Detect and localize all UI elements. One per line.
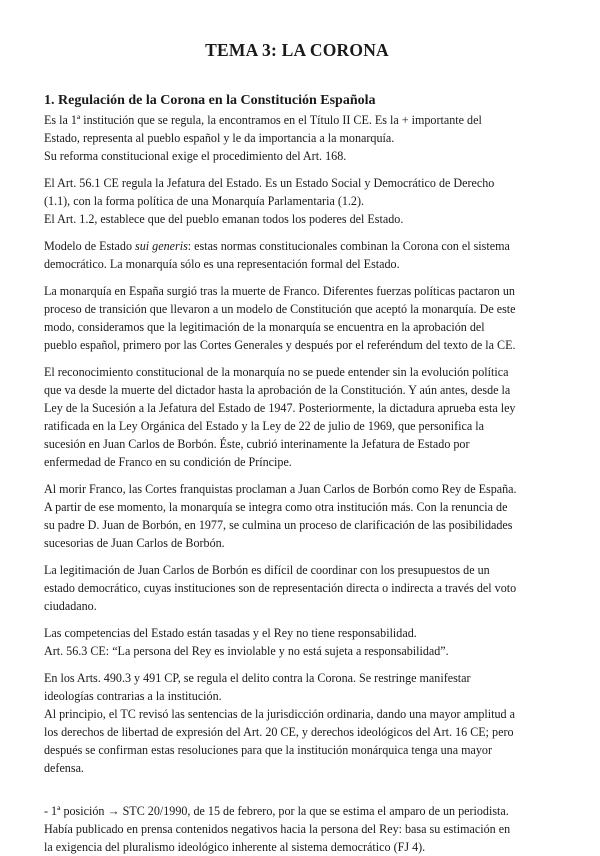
text-line: sucesorias de Juan Carlos de Borbón. [44,536,225,550]
text-line: sucesión en Juan Carlos de Borbón. Éste, cubrió interinamente la Jefatura de Estado por [44,437,470,451]
text-line: democrático. La monarquía sólo es una representación formal del Estado. [44,257,400,271]
text-line: A partir de ese momento, la monarquía se integra como otra institución más. Con la renuncia de [44,500,508,514]
paragraph-3 [44,237,550,273]
section-heading: 1. Regulación de la Corona en la Constitución Española [44,93,376,108]
text-segment: : estas normas constitucionales combinan la Corona con el sistema [187,239,510,253]
text-line: Su reforma constitucional exige el procedimiento del Art. 168. [44,149,347,163]
text-line: La monarquía en España surgió tras la muerte de Franco. Diferentes fuerzas políticas pactaron un [44,284,515,298]
section-spacer [44,786,550,802]
text-line: después se confirman estas resoluciones para que la institución monárquica tenga una mayor [44,743,492,757]
text-line: ideologías contrarias a la institución. [44,689,222,703]
paragraph-1 [44,111,550,165]
text-line: El Art. 56.1 CE regula la Jefatura del Estado. Es un Estado Social y Democrático de Derecho [44,176,495,190]
text-segment: Modelo de Estado [44,239,136,253]
text-line: El reconocimiento constitucional de la monarquía no se puede entender sin la evolución política [44,365,509,379]
paragraph-8 [44,624,550,660]
document-title: TEMA 3: LA CORONA [205,40,389,60]
paragraph-5 [44,363,550,471]
text-line: modo, consideramos que la legitimación de la monarquía se encuentra en la aprobación del [44,320,485,334]
text-line: que va desde la muerte del dictador hasta la aprobación de la Constitución. Y aún antes, desde la [44,383,511,397]
text-line: enfermedad de Franco en su condición de Príncipe. [44,455,292,469]
paragraph-4 [44,282,550,354]
text-line: su padre D. Juan de Borbón, en 1977, se culmina un proceso de clarificación de las posibilidades [44,518,513,532]
text-line: ratificada en la Ley Orgánica del Estado y la Ley de 22 de julio de 1969, que personifica la [44,419,485,433]
text-line: pueblo español, primero por las Cortes Generales y después por el referéndum del texto de la CE. [44,338,516,352]
text-line: ciudadano. [44,599,97,613]
text-line: Es la 1ª institución que se regula, la encontramos en el Título II CE. Es la + importante del [44,113,482,127]
text-line: Al morir Franco, las Cortes franquistas proclaman a Juan Carlos de Borbón como Rey de España. [44,482,517,496]
text-line: (1.1), con la forma política de una Monarquía Parlamentaria (1.2). [44,194,365,208]
paragraph-2 [44,174,550,228]
paragraph-7 [44,561,550,615]
text-line: El Art. 1.2, establece que del pueblo emanan todos los poderes del Estado. [44,212,404,226]
text-line: los derechos de libertad de expresión del Art. 20 CE, y derechos ideológicos del Art. 16 CE; pero [44,725,514,739]
text-line: Había publicado en prensa contenidos negativos hacia la persona del Rey: basa su estimación en [44,822,511,836]
italic-term: sui generis [135,239,188,253]
paragraph-6 [44,480,550,552]
text-line: La legitimación de Juan Carlos de Borbón es difícil de coordinar con los presupuestos de un [44,563,490,577]
text-line: En los Arts. 490.3 y 491 CP, se regula el delito contra la Corona. Se restringe manifestar [44,671,471,685]
text-line: Ley de la Sucesión a la Jefatura del Estado de 1947. Posteriormente, la dictadura aprueba esta ley [44,401,516,415]
text-line: estado democrático, cuyas instituciones son de representación directa o indirecta a través del voto [44,581,517,595]
text-line: la exigencia del pluralismo ideológico inherente al sistema democrático (FJ 4). [44,840,426,854]
text-line: Art. 56.3 CE: “La persona del Rey es inviolable y no está sujeta a responsabilidad”. [44,644,449,658]
text-line: - 1ª posición → STC 20/1990, de 15 de febrero, por la que se estima el amparo de un periodista. [44,804,509,818]
text-line [44,237,550,255]
text-line: proceso de transición que llevaron a un modelo de Constitución que aceptó la monarquía. De este [44,302,516,316]
text-line: Estado, representa al pueblo español y le da importancia a la monarquía. [44,131,395,145]
text-line: Las competencias del Estado están tasadas y el Rey no tiene responsabilidad. [44,626,417,640]
text-line: Al principio, el TC revisó las sentencias de la jurisdicción ordinaria, dando una mayor amplitud a [44,707,515,721]
text-line: defensa. [44,761,84,775]
paragraph-9 [44,669,550,777]
